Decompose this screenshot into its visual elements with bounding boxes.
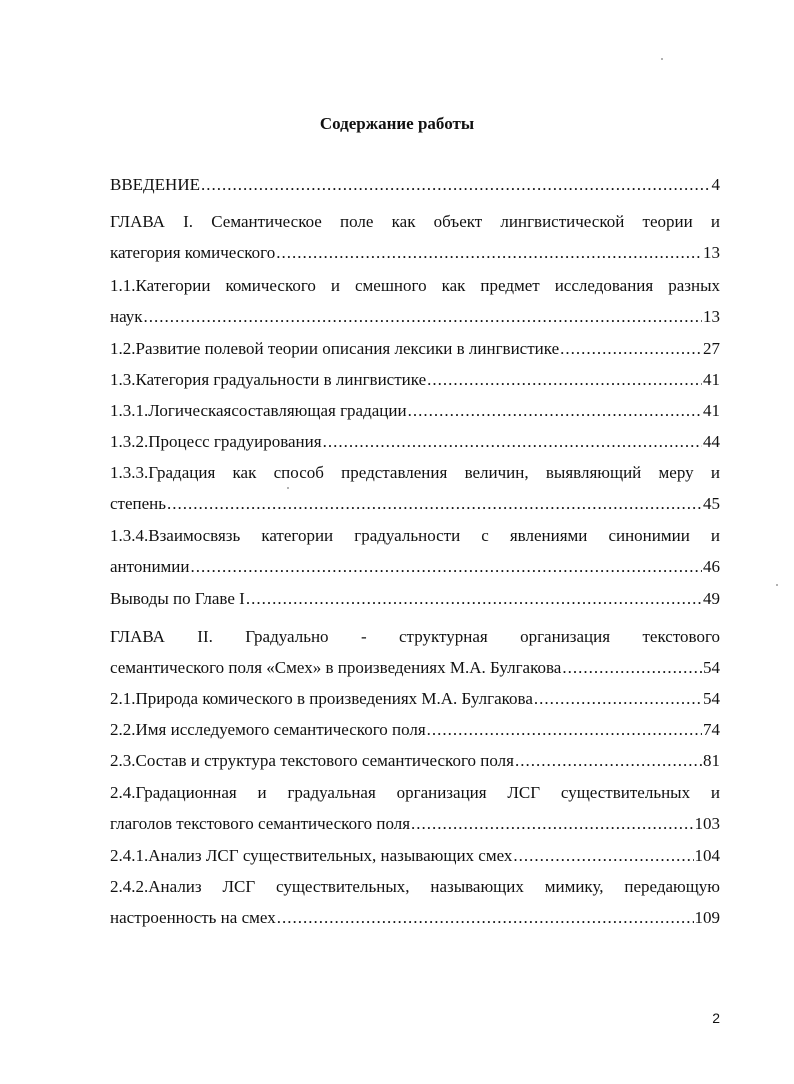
toc-entry-title: 1.3.2.Процесс градуирования <box>110 432 322 451</box>
toc-entry-1-1-line1: 1.1.Категории комического и смешного как предмет исследования разных <box>110 276 720 295</box>
toc-entry-title: наук <box>110 307 143 326</box>
toc-entry-1-3-4-line1: 1.3.4.Взаимосвязь категории градуальности с явлениями синонимии и <box>110 526 720 545</box>
toc-entry-title: 1.3.1.Логическаясоставляющая градации <box>110 401 407 420</box>
toc-entry-title: глаголов текстового семантического поля <box>110 814 411 833</box>
dot-leader <box>515 748 702 774</box>
dot-leader <box>276 240 702 266</box>
toc-entry-title: 2.1.Природа комического в произведениях М.А. Булгакова <box>110 689 533 708</box>
toc-entry-page: 13 <box>703 307 720 326</box>
toc-entry-1-3-3 <box>110 491 720 517</box>
toc-entry-page: 4 <box>711 175 720 194</box>
toc-entry-title: 2.4.1.Анализ ЛСГ существительных, называющих смех <box>110 846 513 865</box>
toc-entry-chapter2 <box>110 655 720 681</box>
toc-entry-title: 2.3.Состав и структура текстового семантического поля <box>110 751 514 770</box>
toc-entry-title: 1.3.Категория градуальности в лингвистике <box>110 370 427 389</box>
toc-entry-chapter1-line1: ГЛАВА I. Семантическое поле как объект лингвистической теории и <box>110 212 720 231</box>
toc-entry-chapter2-line1: ГЛАВА II. Градуально - структурная организация текстового <box>110 627 720 646</box>
toc-entry-1-3-4 <box>110 554 720 580</box>
toc-entry-2-2 <box>110 717 720 743</box>
dot-leader <box>277 905 694 931</box>
toc-entry-page: 44 <box>703 432 720 451</box>
dot-leader <box>513 843 693 869</box>
toc-entry-page: 54 <box>703 689 720 708</box>
toc-entry-title: антонимии <box>110 557 190 576</box>
toc-entry-1-3 <box>110 367 720 393</box>
toc-entry-2-4-line1: 2.4.Градационная и градуальная организация ЛСГ существительных и <box>110 783 720 802</box>
scan-speck <box>287 487 289 489</box>
toc-entry-1-3-2 <box>110 429 720 455</box>
page-title: Содержание работы <box>319 114 475 133</box>
toc-entry-title: настроенность на смех <box>110 908 276 927</box>
dot-leader <box>323 429 702 455</box>
dot-leader <box>167 491 702 517</box>
toc-entry-page: 41 <box>703 401 720 420</box>
scan-speck <box>661 58 663 60</box>
dot-leader <box>560 336 702 362</box>
toc-entry-title: категория комического <box>110 243 276 262</box>
page-number: 2 <box>712 1010 720 1026</box>
toc-entry-title: 1.2.Развитие полевой теории описания лексики в лингвистике <box>110 339 560 358</box>
toc-entry-1-3-3-line1: 1.3.3.Градация как способ представления величин, выявляющий меру и <box>110 463 720 482</box>
dot-leader <box>427 367 702 393</box>
toc-entry-page: 81 <box>703 751 720 770</box>
toc-entry-page: 46 <box>703 557 720 576</box>
toc-entry-2-4-2 <box>110 905 720 931</box>
dot-leader <box>427 717 702 743</box>
toc-entry-page: 27 <box>703 339 720 358</box>
toc-entry-page: 45 <box>703 494 720 513</box>
toc-entry-2-4-1 <box>110 843 720 869</box>
toc-entry-page: 13 <box>703 243 720 262</box>
toc-entry-page: 109 <box>694 908 720 927</box>
dot-leader <box>246 586 702 612</box>
toc-entry-introduction <box>110 172 720 198</box>
toc-entry-2-4-2-line1: 2.4.2.Анализ ЛСГ существительных, называющих мимику, передающую <box>110 877 720 896</box>
dot-leader <box>144 304 702 330</box>
toc-entry-title: 2.2.Имя исследуемого семантического поля <box>110 720 426 739</box>
toc-entry-title: Выводы по Главе I <box>110 589 245 608</box>
dot-leader <box>408 398 702 424</box>
scan-speck <box>776 584 778 586</box>
toc-entry-2-4 <box>110 811 720 837</box>
toc-entry-chapter1 <box>110 240 720 266</box>
toc-entry-title: семантического поля «Смех» в произведениях М.А. Булгакова <box>110 658 562 677</box>
dot-leader <box>534 686 702 712</box>
toc-entry-page: 41 <box>703 370 720 389</box>
toc-entry-1-2 <box>110 336 720 362</box>
toc-entry-page: 104 <box>694 846 720 865</box>
toc-entry-page: 74 <box>703 720 720 739</box>
toc-entry-conclusions-1 <box>110 586 720 612</box>
dot-leader <box>201 172 711 198</box>
toc-entry-2-1 <box>110 686 720 712</box>
toc-entry-1-1 <box>110 304 720 330</box>
toc-entry-title: степень <box>110 494 167 513</box>
toc-entry-1-3-1 <box>110 398 720 424</box>
toc-entry-page: 54 <box>703 658 720 677</box>
toc-entry-page: 49 <box>703 589 720 608</box>
dot-leader <box>191 554 703 580</box>
dot-leader <box>411 811 693 837</box>
toc-entry-2-3 <box>110 748 720 774</box>
toc-entry-title: ВВЕДЕНИЕ <box>110 175 200 194</box>
toc-entry-page: 103 <box>694 814 720 833</box>
dot-leader <box>562 655 702 681</box>
